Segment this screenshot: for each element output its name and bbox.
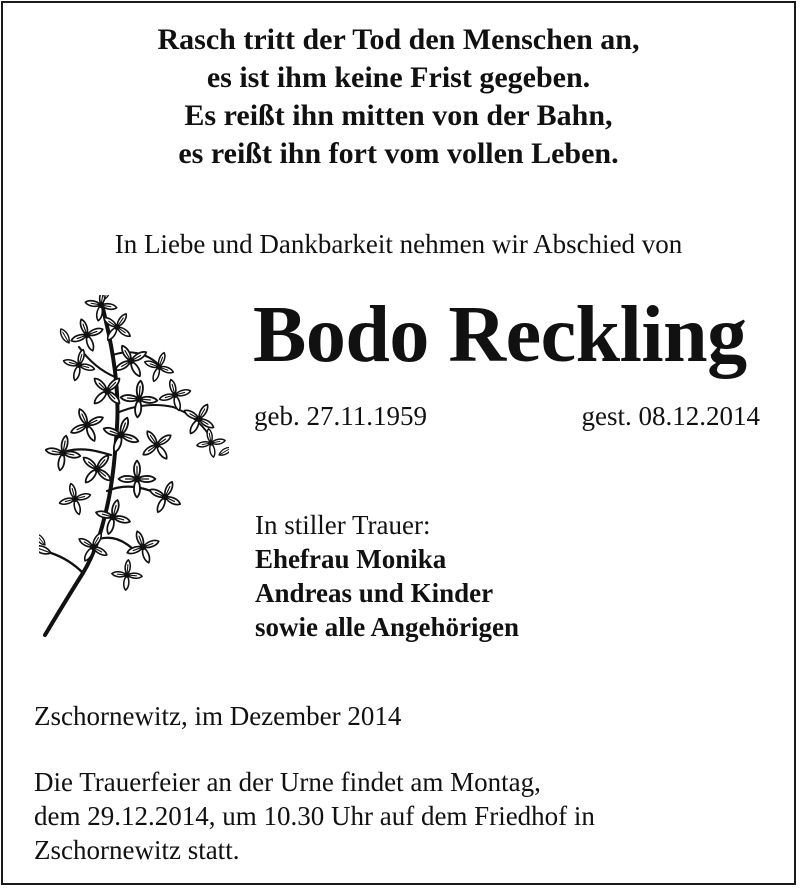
deceased-name: Bodo Reckling: [253, 291, 747, 379]
poem: [3, 21, 794, 173]
ceremony-info: [34, 765, 595, 867]
poem-line: Rasch tritt der Tod den Menschen an,: [157, 23, 640, 56]
farewell-intro: In Liebe und Dankbarkeit nehmen wir Abschied von: [114, 229, 683, 259]
mourner-name: Andreas und Kinder: [255, 578, 494, 608]
poem-line: Es reißt ihn mitten von der Bahn,: [184, 99, 613, 132]
forsythia-branch-icon: [39, 295, 229, 640]
place-and-date: Zschornewitz, im Dezember 2014: [34, 701, 402, 731]
ceremony-line: Die Trauerfeier an der Urne findet am Montag,: [34, 767, 541, 797]
ceremony-line: dem 29.12.2014, um 10.30 Uhr auf dem Friedhof in: [34, 801, 595, 831]
mourners-block: [255, 508, 519, 644]
mourners-heading: In stiller Trauer:: [255, 510, 431, 540]
poem-line: es reißt ihn fort vom vollen Leben.: [178, 137, 619, 170]
poem-line: es ist ihm keine Frist gegeben.: [206, 61, 591, 94]
death-date: gest. 08.12.2014: [581, 401, 760, 431]
mourner-name: sowie alle Angehörigen: [255, 612, 519, 642]
obituary-notice: [1, 1, 796, 885]
birth-date: geb. 27.11.1959: [254, 401, 427, 431]
mourner-name: Ehefrau Monika: [255, 544, 447, 574]
ceremony-line: Zschornewitz statt.: [34, 835, 240, 865]
